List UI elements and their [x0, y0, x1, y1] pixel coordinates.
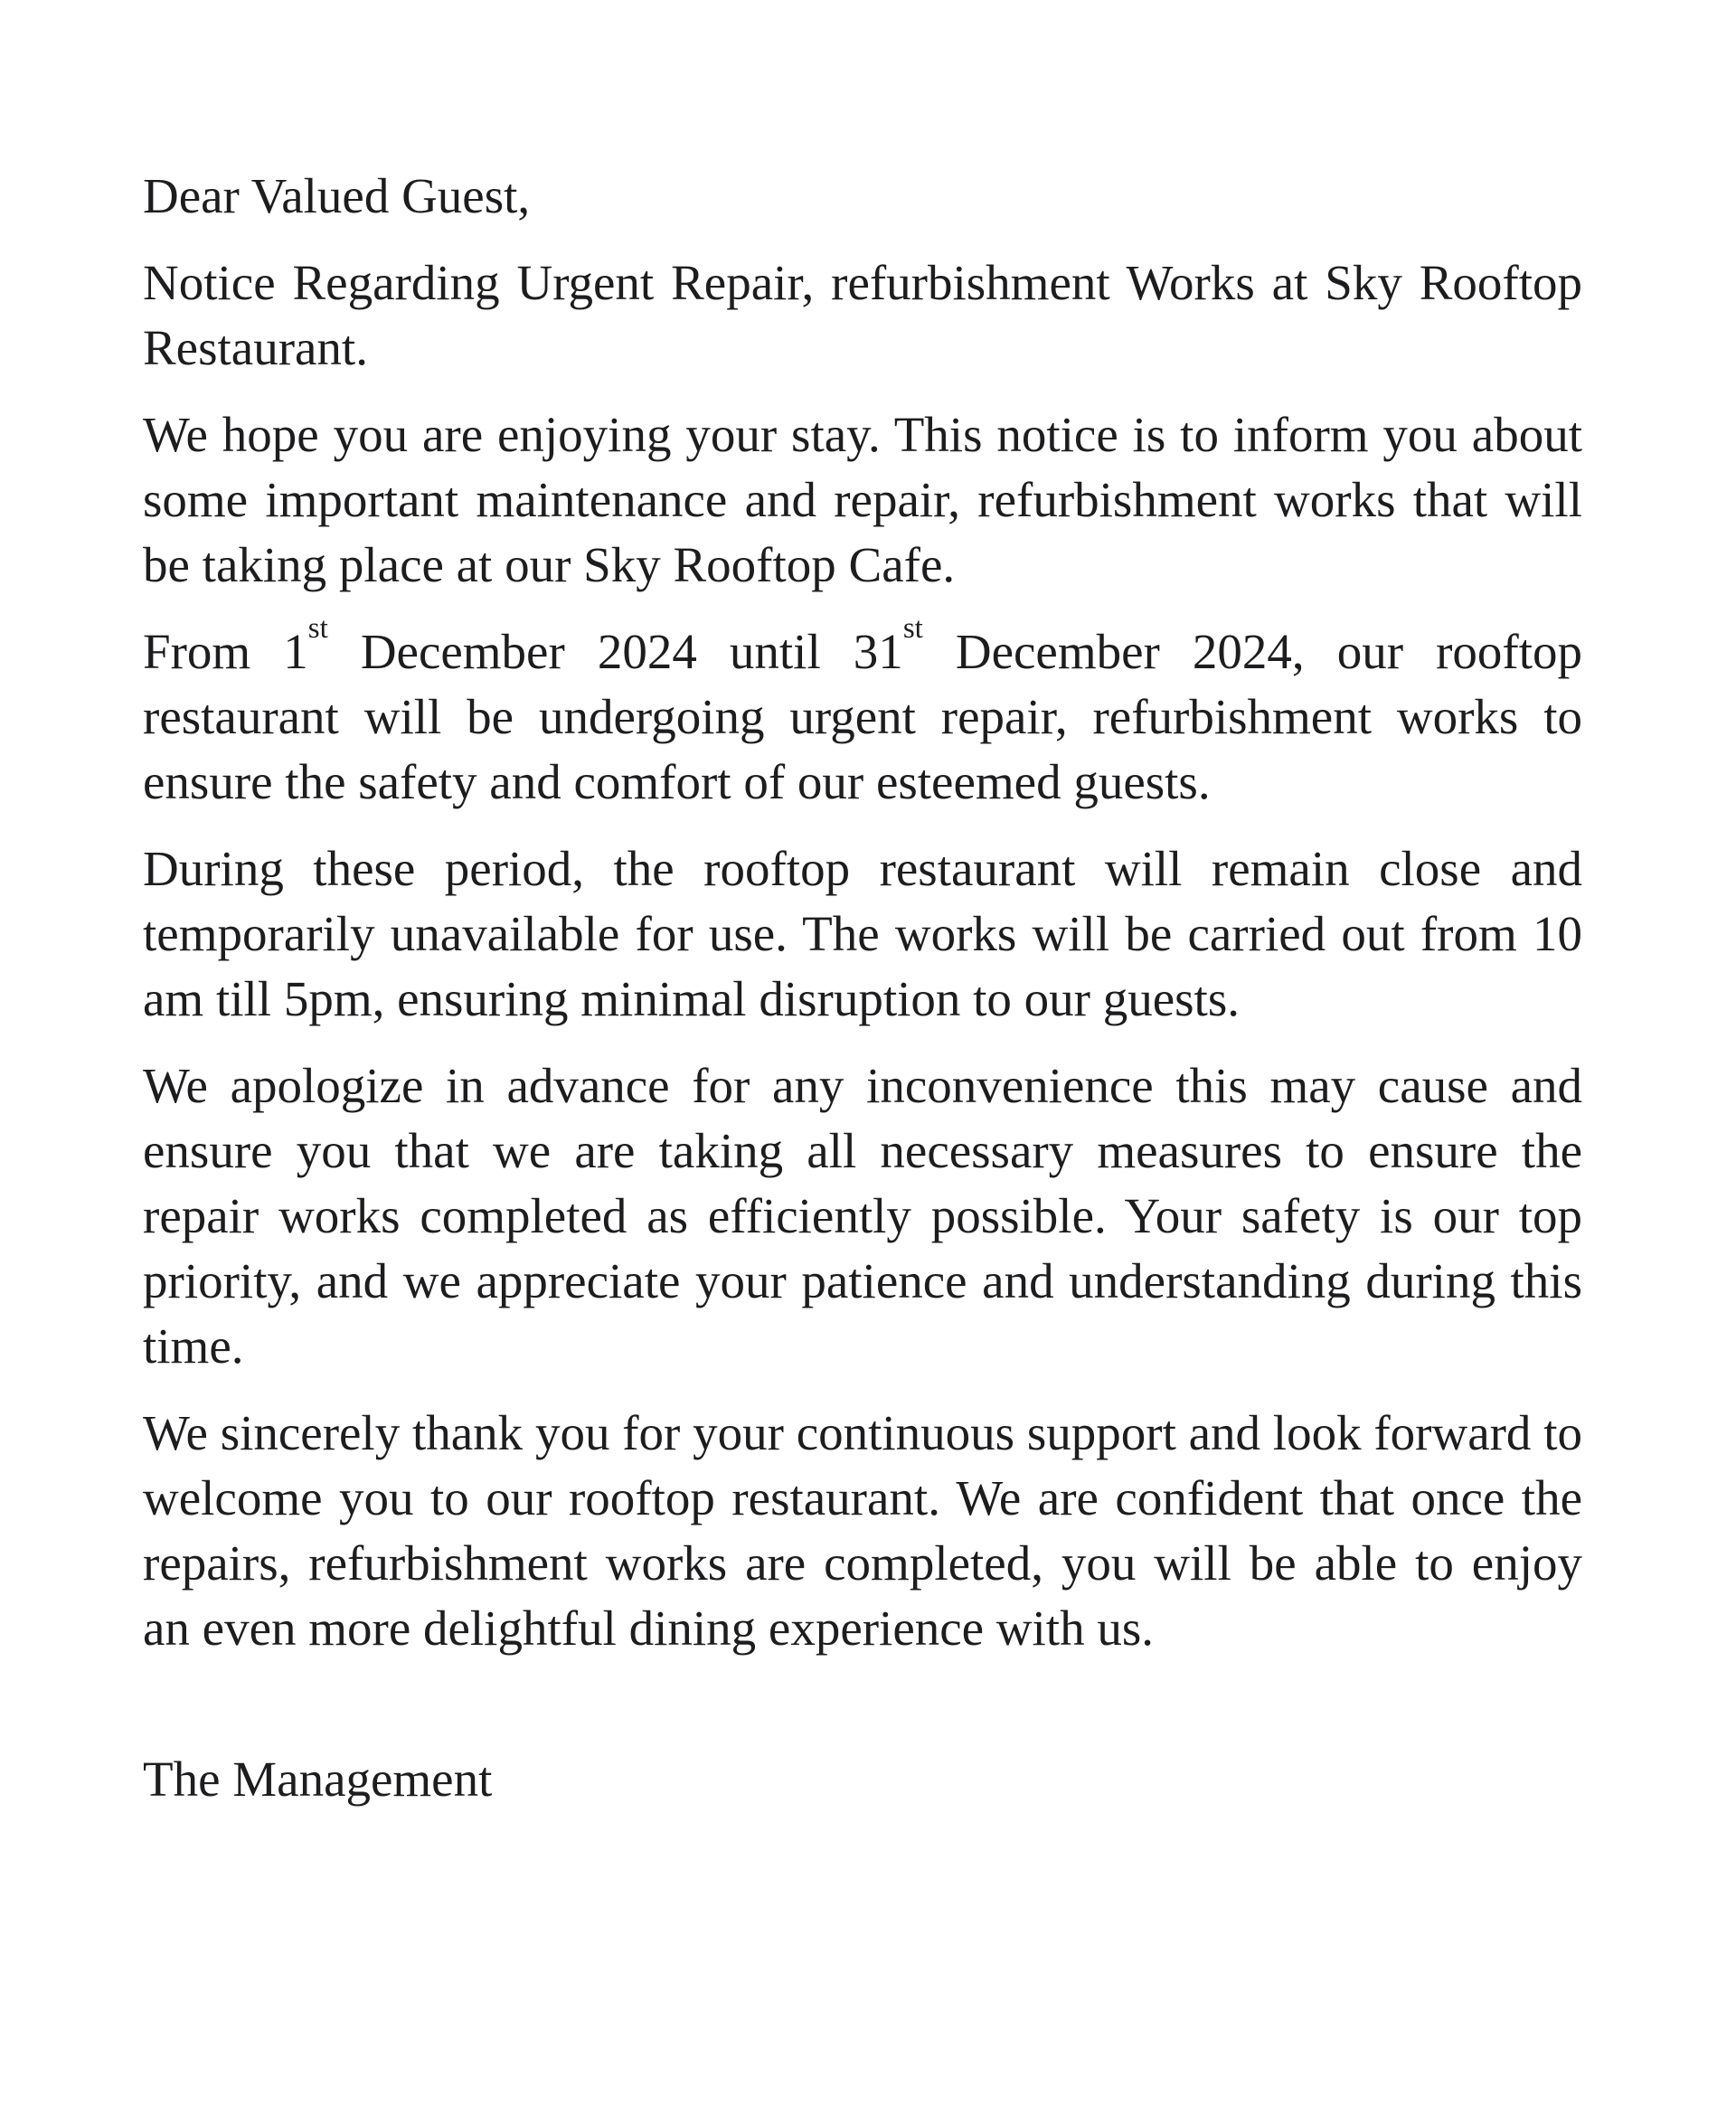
paragraph-apology: We apologize in advance for any inconvenience this may cause and ensure you that we are taking all necessary measures to ensure the repair works completed as efficiently possible. Your safety is our top priority, and we appreciate your patience and understanding during this time.	[143, 1058, 1582, 1374]
dates-text-middle: December 2024 until 31	[327, 624, 903, 679]
superscript-ordinal-1st: st	[307, 611, 328, 645]
paragraph-thanks: We sincerely thank you for your continuous support and look forward to welcome you to our rooftop restaurant. We are confident that once the repairs, refurbishment works are completed, you will be able to enjoy an even more delightful dining experience with us.	[143, 1405, 1582, 1656]
signature: The Management	[143, 1751, 493, 1807]
paragraph-closure: During these period, the rooftop restaurant will remain close and temporarily unavailable for use. The works will be carried out from 10 am till 5pm, ensuring minimal disruption to our guests.	[143, 841, 1582, 1026]
salutation: Dear Valued Guest,	[143, 168, 531, 223]
paragraph-dates	[143, 611, 1582, 815]
superscript-ordinal-31st: st	[902, 611, 923, 645]
letter-body	[143, 164, 1582, 1812]
paragraph-intro: We hope you are enjoying your stay. This notice is to inform you about some important maintenance and repair, refurbishment works that will be taking place at our Sky Rooftop Cafe.	[143, 407, 1582, 592]
dates-text-start: From 1	[143, 624, 308, 679]
subject-line: Notice Regarding Urgent Repair, refurbishment Works at Sky Rooftop Restaurant.	[143, 255, 1582, 375]
dates-text-end: December 2024, our rooftop restaurant will be undergoing urgent repair, refurbishment works to ensure the safety and comfort of our esteemed guests.	[143, 624, 1582, 809]
